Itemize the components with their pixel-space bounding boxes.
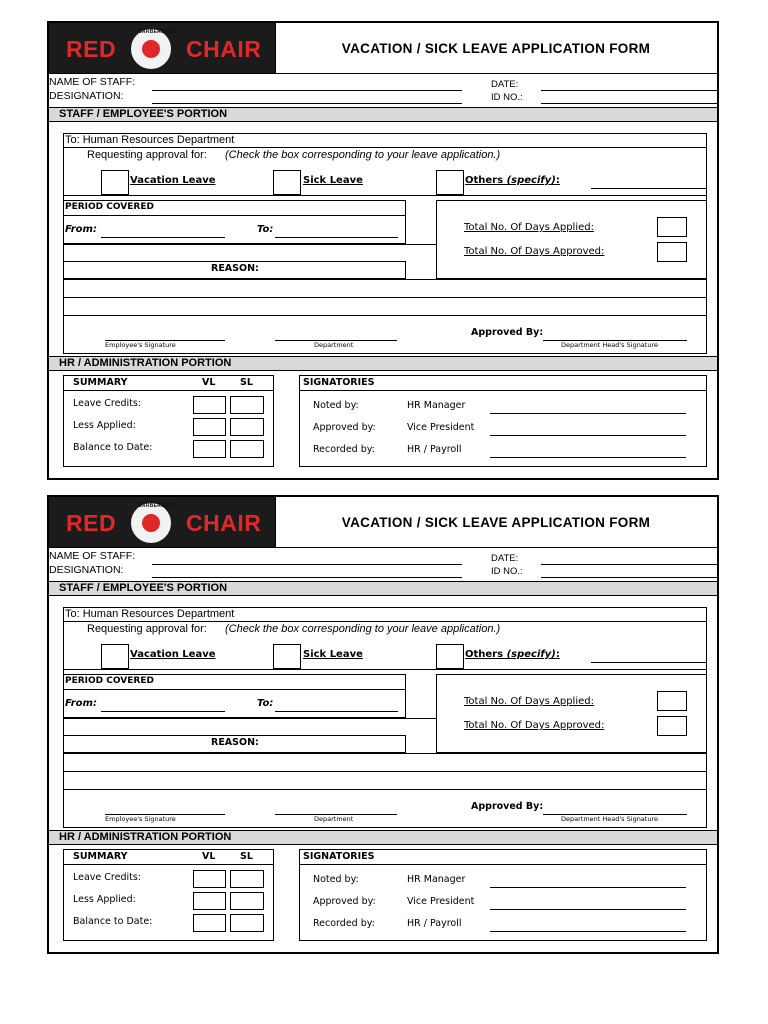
reason-line-3[interactable] bbox=[63, 315, 707, 316]
from-date-field[interactable] bbox=[101, 711, 225, 712]
noted-by-label: Noted by: bbox=[313, 400, 359, 411]
vacation-leave-checkbox[interactable] bbox=[101, 644, 129, 669]
dept-head-signature-caption: Department Head's Signature bbox=[561, 341, 658, 349]
less-applied-label: Less Applied: bbox=[73, 420, 136, 431]
sick-leave-checkbox[interactable] bbox=[273, 170, 301, 195]
department-caption: Department bbox=[314, 341, 354, 349]
company-logo bbox=[49, 23, 275, 74]
recorded-by-role: HR / Payroll bbox=[407, 918, 462, 929]
request-prefix: Requesting approval for: bbox=[87, 623, 207, 635]
reason-label: REASON: bbox=[211, 737, 259, 748]
leave-credits-sl[interactable] bbox=[230, 396, 264, 414]
period-covered-label: PERIOD COVERED bbox=[65, 676, 154, 686]
to-hr-line: To: Human Resources Department bbox=[65, 608, 235, 620]
designation-label: DESIGNATION: bbox=[49, 90, 124, 102]
sick-leave-label: Sick Leave bbox=[303, 175, 363, 186]
reason-line-1[interactable] bbox=[63, 753, 707, 754]
employee-signature-caption: Employee's Signature bbox=[105, 341, 176, 349]
summary-label: SUMMARY bbox=[73, 851, 128, 862]
vacation-leave-checkbox[interactable] bbox=[101, 170, 129, 195]
approved-by-signature[interactable] bbox=[490, 909, 686, 910]
recorded-by-role: HR / Payroll bbox=[407, 444, 462, 455]
balance-label: Balance to Date: bbox=[73, 442, 153, 453]
from-label: From: bbox=[65, 698, 97, 709]
balance-sl[interactable] bbox=[230, 914, 264, 932]
period-covered-label: PERIOD COVERED bbox=[65, 202, 154, 212]
form-title: VACATION / SICK LEAVE APPLICATION FORM bbox=[341, 515, 651, 530]
id-no-field[interactable] bbox=[541, 577, 717, 578]
leave-credits-label: Leave Credits: bbox=[73, 872, 141, 883]
less-applied-sl[interactable] bbox=[230, 892, 264, 910]
reason-line-2[interactable] bbox=[63, 771, 707, 772]
request-prefix: Requesting approval for: bbox=[87, 149, 207, 161]
less-applied-vl[interactable] bbox=[193, 892, 226, 910]
department-caption: Department bbox=[314, 815, 354, 823]
recorded-by-signature[interactable] bbox=[490, 457, 686, 458]
sl-label: SL bbox=[240, 851, 253, 862]
id-no-field[interactable] bbox=[541, 103, 717, 104]
employee-signature-caption: Employee's Signature bbox=[105, 815, 176, 823]
name-of-staff-field[interactable] bbox=[152, 90, 462, 91]
designation-field[interactable] bbox=[152, 103, 462, 104]
total-applied-box[interactable] bbox=[657, 691, 687, 711]
logo-text-chair: CHAIR bbox=[186, 36, 262, 62]
others-checkbox[interactable] bbox=[436, 644, 464, 669]
others-specify-field[interactable] bbox=[591, 188, 707, 189]
total-approved-box[interactable] bbox=[657, 242, 687, 262]
others-checkbox[interactable] bbox=[436, 170, 464, 195]
approved-by-label: Approved By: bbox=[471, 801, 544, 812]
balance-sl[interactable] bbox=[230, 440, 264, 458]
summary-label: SUMMARY bbox=[73, 377, 128, 388]
others-label: Others (specify): bbox=[465, 175, 560, 186]
to-label: To: bbox=[257, 698, 274, 709]
name-of-staff-label: NAME OF STAFF: bbox=[49, 76, 136, 88]
leave-credits-vl[interactable] bbox=[193, 396, 226, 414]
noted-by-role: HR Manager bbox=[407, 400, 466, 411]
logo-text-chair: CHAIR bbox=[186, 510, 262, 536]
signatories-label: SIGNATORIES bbox=[303, 377, 375, 388]
request-note: (Check the box corresponding to your leave application.) bbox=[225, 623, 501, 635]
approved-by-role: Vice President bbox=[407, 896, 475, 907]
total-approved-box[interactable] bbox=[657, 716, 687, 736]
others-specify-field[interactable] bbox=[591, 662, 707, 663]
total-approved-label: Total No. Of Days Approved: bbox=[464, 246, 605, 257]
hr-section-heading: HR / ADMINISTRATION PORTION bbox=[49, 356, 717, 371]
logo-arc-text: BARBERSHOP bbox=[138, 29, 177, 35]
less-applied-sl[interactable] bbox=[230, 418, 264, 436]
sl-label: SL bbox=[240, 377, 253, 388]
sick-leave-label: Sick Leave bbox=[303, 649, 363, 660]
noted-by-signature[interactable] bbox=[490, 887, 686, 888]
noted-by-role: HR Manager bbox=[407, 874, 466, 885]
company-logo bbox=[49, 497, 275, 548]
employee-section-heading: STAFF / EMPLOYEE'S PORTION bbox=[49, 107, 717, 122]
balance-label: Balance to Date: bbox=[73, 916, 153, 927]
designation-field[interactable] bbox=[152, 577, 462, 578]
approved-by-role: Vice President bbox=[407, 422, 475, 433]
others-label: Others (specify): bbox=[465, 649, 560, 660]
totals-box bbox=[436, 674, 707, 753]
leave-form-1 bbox=[47, 21, 719, 480]
name-of-staff-field[interactable] bbox=[152, 564, 462, 565]
name-of-staff-label: NAME OF STAFF: bbox=[49, 550, 136, 562]
total-approved-label: Total No. Of Days Approved: bbox=[464, 720, 605, 731]
hr-section-heading: HR / ADMINISTRATION PORTION bbox=[49, 830, 717, 845]
vl-label: VL bbox=[202, 377, 216, 388]
reason-line-1[interactable] bbox=[63, 279, 707, 280]
reason-label: REASON: bbox=[211, 263, 259, 274]
leave-credits-vl[interactable] bbox=[193, 870, 226, 888]
logo-text-red: RED bbox=[66, 510, 117, 536]
date-label: DATE: bbox=[491, 79, 519, 90]
to-hr-line: To: Human Resources Department bbox=[65, 134, 235, 146]
leave-form-2 bbox=[47, 495, 719, 954]
approved-by-label: Approved By: bbox=[471, 327, 544, 338]
designation-label: DESIGNATION: bbox=[49, 564, 124, 576]
sick-leave-checkbox[interactable] bbox=[273, 644, 301, 669]
less-applied-vl[interactable] bbox=[193, 418, 226, 436]
logo-text-red: RED bbox=[66, 36, 117, 62]
noted-by-signature[interactable] bbox=[490, 413, 686, 414]
date-field[interactable] bbox=[541, 90, 717, 91]
date-label: DATE: bbox=[491, 553, 519, 564]
recorded-by-label: Recorded by: bbox=[313, 918, 375, 929]
vl-label: VL bbox=[202, 851, 216, 862]
vacation-leave-label: Vacation Leave bbox=[130, 175, 216, 186]
totals-box bbox=[436, 200, 707, 279]
barber-chair-icon bbox=[129, 27, 177, 71]
dept-head-signature-caption: Department Head's Signature bbox=[561, 815, 658, 823]
less-applied-label: Less Applied: bbox=[73, 894, 136, 905]
total-applied-label: Total No. Of Days Applied: bbox=[464, 222, 594, 233]
to-date-field[interactable] bbox=[275, 237, 398, 238]
total-applied-box[interactable] bbox=[657, 217, 687, 237]
approved-by-hr-label: Approved by: bbox=[313, 422, 376, 433]
reason-line-3[interactable] bbox=[63, 789, 707, 790]
vacation-leave-label: Vacation Leave bbox=[130, 649, 216, 660]
to-date-field[interactable] bbox=[275, 711, 398, 712]
date-field[interactable] bbox=[541, 564, 717, 565]
recorded-by-signature[interactable] bbox=[490, 931, 686, 932]
logo-arc-text: BARBERSHOP bbox=[138, 503, 177, 509]
from-label: From: bbox=[65, 224, 97, 235]
total-applied-label: Total No. Of Days Applied: bbox=[464, 696, 594, 707]
signatories-label: SIGNATORIES bbox=[303, 851, 375, 862]
leave-credits-label: Leave Credits: bbox=[73, 398, 141, 409]
barber-chair-icon bbox=[129, 501, 177, 545]
to-label: To: bbox=[257, 224, 274, 235]
form-title: VACATION / SICK LEAVE APPLICATION FORM bbox=[341, 41, 651, 56]
id-no-label: ID NO.: bbox=[491, 92, 523, 103]
reason-line-2[interactable] bbox=[63, 297, 707, 298]
approved-by-signature[interactable] bbox=[490, 435, 686, 436]
approved-by-hr-label: Approved by: bbox=[313, 896, 376, 907]
balance-vl[interactable] bbox=[193, 914, 226, 932]
employee-section-heading: STAFF / EMPLOYEE'S PORTION bbox=[49, 581, 717, 596]
recorded-by-label: Recorded by: bbox=[313, 444, 375, 455]
noted-by-label: Noted by: bbox=[313, 874, 359, 885]
request-note: (Check the box corresponding to your leave application.) bbox=[225, 149, 501, 161]
balance-vl[interactable] bbox=[193, 440, 226, 458]
from-date-field[interactable] bbox=[101, 237, 225, 238]
id-no-label: ID NO.: bbox=[491, 566, 523, 577]
leave-credits-sl[interactable] bbox=[230, 870, 264, 888]
